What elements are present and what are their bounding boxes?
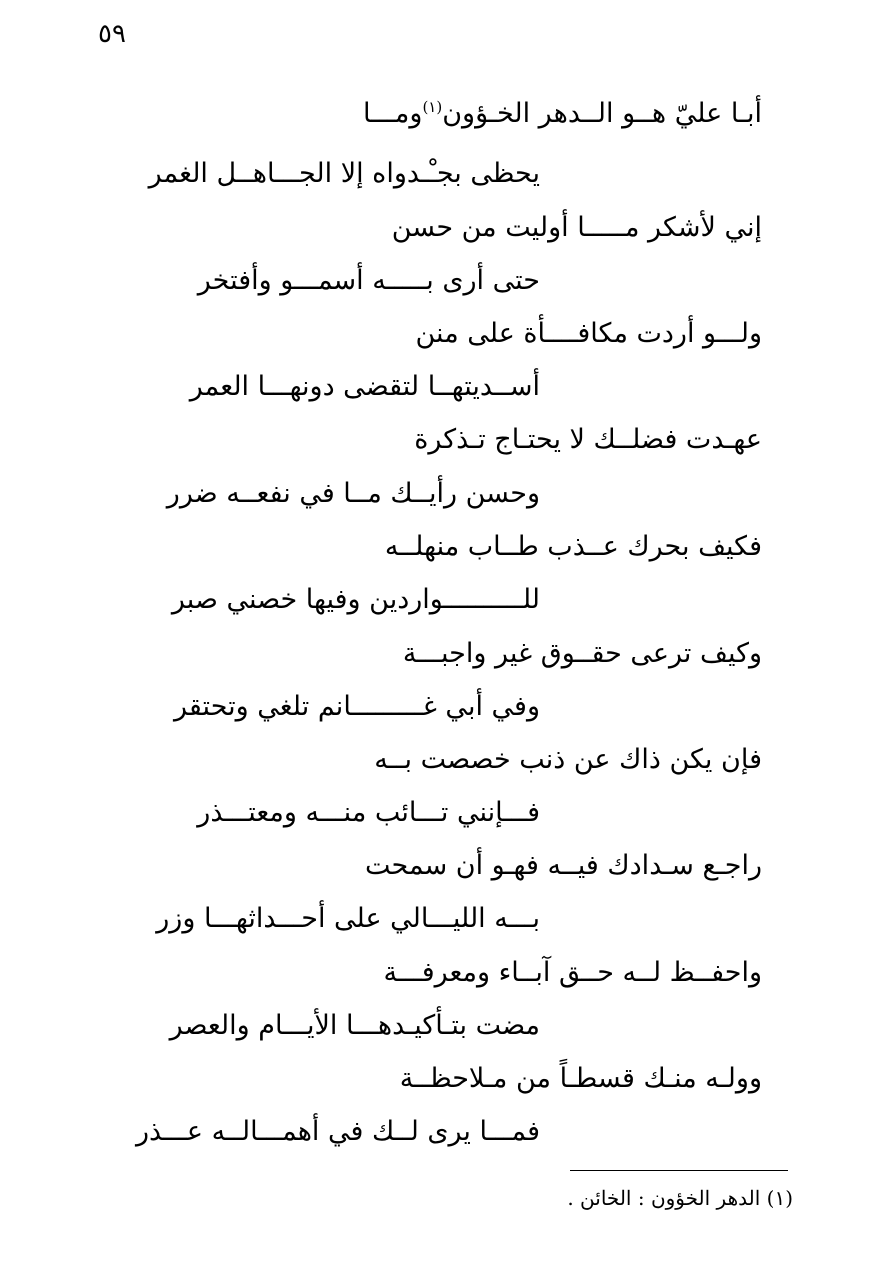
verse-1-second-hemistich: يحظى بجـْـدواه إلا الجـــاهــل الغمر (148, 158, 540, 189)
verse-4-first-hemistich: عهـدت فضلــك لا يحتـاج تـذكرة (414, 424, 762, 455)
verse-1-first-text: أبـا عليّ هــو الــدهر الخـؤون (442, 98, 762, 129)
footnote-divider (570, 1170, 788, 1171)
verse-6-second-hemistich: وفي أبي غـــــــــانم تلغي وتحتقر (174, 691, 540, 722)
verse-3-second-hemistich: أســديتهــا لتقضى دونهـــا العمر (189, 371, 540, 402)
verse-3-first-hemistich: ولـــو أردت مكافــــأة على منن (415, 318, 762, 349)
verse-10-first-hemistich: وولـه منـك قسطـاً من مـلاحظــة (399, 1063, 762, 1094)
verse-8-second-hemistich: بـــه الليـــالي على أحـــداثهـــا وزر (156, 903, 540, 934)
verse-1-first-hemistich (363, 96, 762, 132)
verse-4-second-hemistich: وحسن رأيــك مــا في نفعــه ضرر (166, 478, 540, 509)
verse-6-first-hemistich: وكيف ترعى حقــوق غير واجبـــة (402, 638, 762, 669)
verse-2-second-hemistich: حتى أرى بـــــه أسمـــو وأفتخر (197, 265, 540, 296)
verse-7-second-hemistich: فـــإنني تـــائب منـــه ومعتـــذر (197, 797, 540, 828)
verse-7-first-hemistich: فإن يكن ذاك عن ذنب خصصت بــه (374, 744, 762, 775)
verse-2-first-hemistich: إني لأشكر مـــــا أوليت من حسن (391, 212, 762, 243)
verse-1-first-end: ومـــا (362, 98, 423, 129)
verse-9-first-hemistich: واحفــظ لــه حــق آبــاء ومعرفـــة (383, 957, 762, 988)
verse-5-first-hemistich: فكيف بحرك عــذب طــاب منهلــه (384, 531, 762, 562)
footnote-marker: (١) (422, 98, 443, 116)
verse-9-second-hemistich: مضت بتـأكيـدهـــا الأيـــام والعصر (169, 1010, 540, 1041)
verse-5-second-hemistich: للــــــــــواردين وفيها خصني صبر (171, 584, 540, 615)
footnote: (١) الدهر الخؤون : الخائن . (567, 1186, 793, 1210)
verse-10-second-hemistich: فمـــا يرى لــك في أهمـــالــه عـــذر (135, 1116, 540, 1147)
page-number: ٥٩ (98, 19, 126, 49)
verse-8-first-hemistich: راجـع سـدادك فيــه فهـو أن سمحت (365, 850, 762, 881)
